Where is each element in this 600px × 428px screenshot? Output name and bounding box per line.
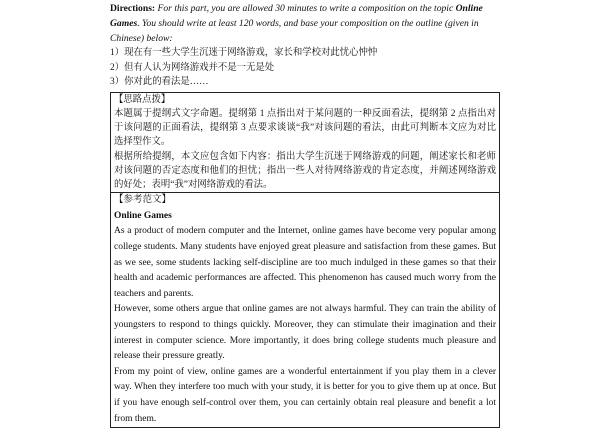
sample-header: 【参考范文】 <box>114 195 172 206</box>
outline-item: 1）现在有一些大学生沉迷于网络游戏，家长和学校对此忧心忡忡 <box>110 48 378 58</box>
essay-paragraph: However, some others argue that online games are not always harmful. They can train the ability of youngsters to respond to things quickly. Moreover, they can stimulate their imagination and their interest in computer science. More importantly, it does bring college students much pleasure and release their pressure greatly. <box>114 304 496 362</box>
directions <box>110 1 500 46</box>
essay-paragraph: From my point of view, online games are a wonderful entertainment if you play them in a clever way. When they interfere too much with your study, it is better for you to give them up at once. But if you have enough self-control over them, you can certainly obtain real pleasure and benefit a lot from them. <box>114 366 496 424</box>
document-page <box>110 0 500 428</box>
directions-text-2: . You should write at least 120 words, and base your composition on the outline (given in Chinese) below: <box>110 18 479 44</box>
tips-header: 【思路点拨】 <box>114 94 171 105</box>
tips-paragraph: 根据所给提纲，本文应包含如下内容：指出大学生沉迷于网络游戏的问题，阐述家长和老师对该问题的否定态度和他们的担忧；指出一些人对待网络游戏的肯定态度，并阐述网络游戏的好处；表明“我”对网络游戏的看法。 <box>114 151 496 190</box>
essay-paragraph: As a product of modern computer and the Internet, online games have become very popular among college students. Many students have enjoyed great pleasure and satisfaction from these games. But as we see, some students lacking self-discipline are too much indulged in these games so that their health and academic performances are affected. This phenomenon has caused much worry from the teachers and parents. <box>114 226 496 299</box>
outline-list <box>110 46 500 90</box>
outline-item: 2）但有人认为网络游戏并不是一无是处 <box>110 62 275 73</box>
directions-lead: Directions: <box>110 3 156 14</box>
essay-title: Online Games <box>114 210 172 221</box>
tips-paragraph: 本题属于提纲式文字命题。提纲第 1 点指出对于某问题的一种反面看法，提纲第 2 点指出对于该问题的正面看法，提纲第 3 点要求谈谈“我”对该问题的看法，由此可判断本文应为对比选择型作文。 <box>114 108 496 148</box>
directions-text-1: For this part, you are allowed 30 minutes to write a composition on the topic <box>155 3 456 14</box>
outline-item: 3）你对此的看法是…… <box>110 77 209 88</box>
directions-topic: Online Games <box>110 3 483 29</box>
sample-essay <box>111 193 499 427</box>
analysis-box <box>110 92 500 428</box>
